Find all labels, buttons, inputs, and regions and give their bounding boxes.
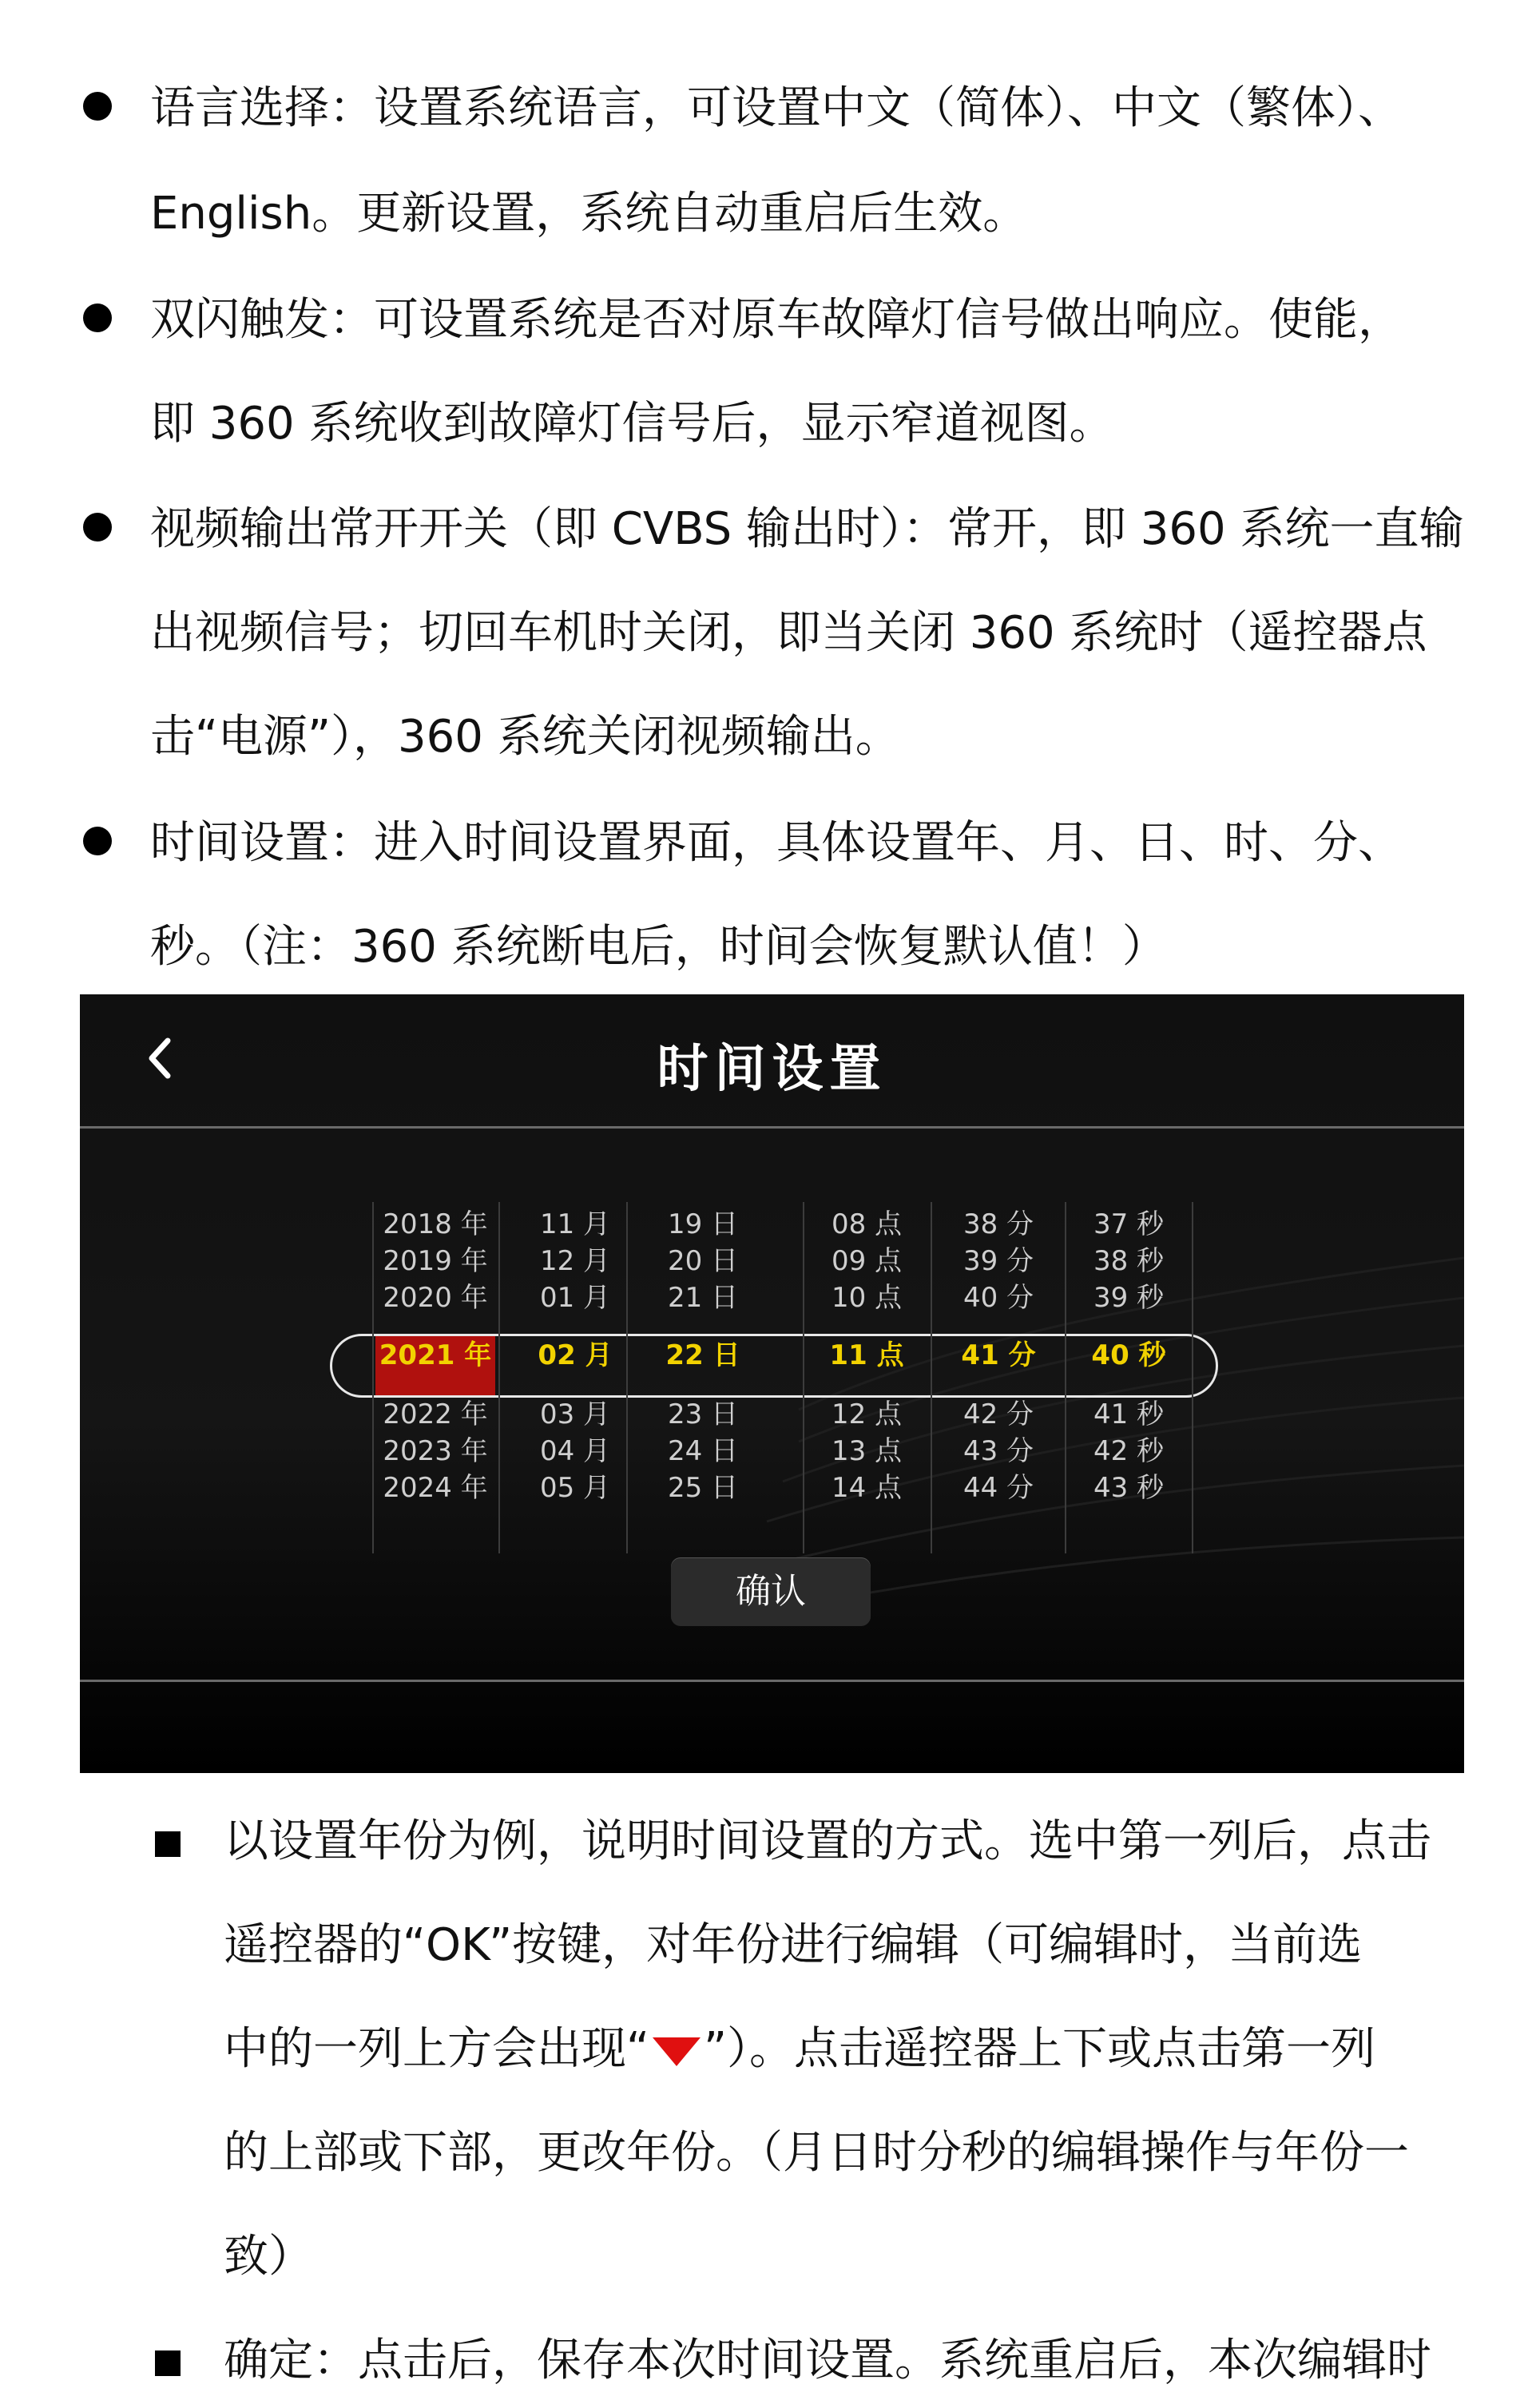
paragraph-line: 确定：点击后，保存本次时间设置。系统重启后，本次编辑时 [224, 2335, 1431, 2386]
month-option[interactable]: 11 月 [539, 1208, 611, 1240]
hour-option[interactable]: 10 点 [831, 1282, 903, 1314]
paragraph-line: 的上部或下部，更改年份。（月日时分秒的编辑操作与年份一 [224, 2127, 1409, 2179]
second-option-selected[interactable]: 40 秒 [1091, 1339, 1166, 1371]
paragraph-line: 击“电源”），360 系统关闭视频输出。 [150, 711, 900, 763]
paragraph-line: 致） [224, 2231, 313, 2283]
month-column[interactable] [515, 1206, 635, 1545]
column-separator [1065, 1202, 1066, 1553]
column-separator [803, 1202, 804, 1553]
hour-option[interactable]: 08 点 [831, 1208, 903, 1240]
square-bullet [155, 1831, 181, 1857]
square-bullet [155, 2350, 181, 2376]
screen-title: 时间设置 [657, 1040, 887, 1099]
bullet-dot [83, 92, 112, 121]
month-option[interactable]: 03 月 [539, 1398, 611, 1430]
minute-column[interactable] [939, 1206, 1058, 1545]
month-option[interactable]: 05 月 [539, 1472, 611, 1504]
day-option-selected[interactable]: 22 日 [665, 1339, 740, 1371]
year-option[interactable]: 2018 年 [383, 1208, 488, 1240]
day-option[interactable]: 25 日 [667, 1472, 739, 1504]
footer-divider [80, 1680, 1464, 1682]
minute-option[interactable]: 43 分 [963, 1435, 1034, 1467]
paragraph-line: English。更新设置，系统自动重启后生效。 [150, 188, 1028, 240]
paragraph-line: 遥控器的“OK”按键，对年份进行编辑（可编辑时，当前选 [224, 1919, 1363, 1971]
paragraph-line: 秒。（注：360 系统断电后，时间会恢复默认值！） [150, 921, 1167, 973]
year-option[interactable]: 2020 年 [383, 1282, 488, 1314]
hour-column[interactable] [807, 1206, 927, 1545]
paragraph-text: 中的一列上方会出现“ [224, 2023, 650, 2075]
month-option[interactable]: 12 月 [539, 1245, 611, 1277]
year-column[interactable] [375, 1206, 495, 1545]
year-option[interactable]: 2019 年 [383, 1245, 488, 1277]
second-option[interactable]: 42 秒 [1093, 1435, 1165, 1467]
paragraph-line [224, 2011, 1375, 2088]
hour-option-selected[interactable]: 11 点 [829, 1339, 904, 1371]
second-option[interactable]: 37 秒 [1093, 1208, 1165, 1240]
day-option[interactable]: 23 日 [667, 1398, 739, 1430]
bullet-dot [83, 513, 112, 542]
day-option[interactable]: 19 日 [667, 1208, 739, 1240]
minute-option[interactable]: 39 分 [963, 1245, 1034, 1277]
column-separator [372, 1202, 374, 1553]
paragraph-text: ”）。点击遥控器上下或点击第一列 [704, 2023, 1376, 2075]
column-separator [498, 1202, 500, 1553]
bullet-dot [83, 827, 112, 855]
paragraph-line: 视频输出常开开关（即 CVBS 输出时）：常开，即 360 系统一直输 [150, 503, 1464, 555]
red-down-triangle-icon [653, 2037, 701, 2066]
paragraph-line: 即 360 系统收到故障灯信号后，显示窄道视图。 [150, 398, 1114, 450]
paragraph-line: 以设置年份为例，说明时间设置的方式。选中第一列后，点击 [224, 1815, 1431, 1867]
second-option[interactable]: 38 秒 [1093, 1245, 1165, 1277]
minute-option[interactable]: 40 分 [963, 1282, 1034, 1314]
paragraph-line: 出视频信号；切回车机时关闭，即当关闭 360 系统时（遥控器点 [150, 607, 1427, 659]
month-option-selected[interactable]: 02 月 [538, 1339, 613, 1371]
hour-option[interactable]: 12 点 [831, 1398, 903, 1430]
hour-option[interactable]: 13 点 [831, 1435, 903, 1467]
confirm-button[interactable]: 确认 [671, 1557, 871, 1626]
header-divider [80, 1126, 1464, 1129]
year-option[interactable]: 2022 年 [383, 1398, 488, 1430]
day-option[interactable]: 21 日 [667, 1282, 739, 1314]
hour-option[interactable]: 14 点 [831, 1472, 903, 1504]
paragraph-line: 时间设置：进入时间设置界面，具体设置年、月、日、时、分、 [150, 817, 1403, 869]
minute-option[interactable]: 44 分 [963, 1472, 1034, 1504]
time-settings-screenshot [80, 994, 1464, 1773]
second-option[interactable]: 43 秒 [1093, 1472, 1165, 1504]
paragraph-line: 语言选择：设置系统语言，可设置中文（简体）、中文（繁体）、 [150, 82, 1403, 134]
month-option[interactable]: 01 月 [539, 1282, 611, 1314]
day-column[interactable] [643, 1206, 763, 1545]
year-option[interactable]: 2024 年 [383, 1472, 488, 1504]
second-column[interactable] [1069, 1206, 1189, 1545]
paragraph-line: 双闪触发：可设置系统是否对原车故障灯信号做出响应。使能， [150, 294, 1403, 346]
second-option[interactable]: 39 秒 [1093, 1282, 1165, 1314]
year-option[interactable]: 2023 年 [383, 1435, 488, 1467]
year-option-selected[interactable]: 2021 年 [379, 1339, 492, 1371]
minute-option[interactable]: 42 分 [963, 1398, 1034, 1430]
bullet-dot [83, 303, 112, 332]
day-option[interactable]: 24 日 [667, 1435, 739, 1467]
minute-option-selected[interactable]: 41 分 [961, 1339, 1036, 1371]
hour-option[interactable]: 09 点 [831, 1245, 903, 1277]
month-option[interactable]: 04 月 [539, 1435, 611, 1467]
column-separator [931, 1202, 932, 1553]
second-option[interactable]: 41 秒 [1093, 1398, 1165, 1430]
day-option[interactable]: 20 日 [667, 1245, 739, 1277]
minute-option[interactable]: 38 分 [963, 1208, 1034, 1240]
column-separator [1192, 1202, 1193, 1553]
